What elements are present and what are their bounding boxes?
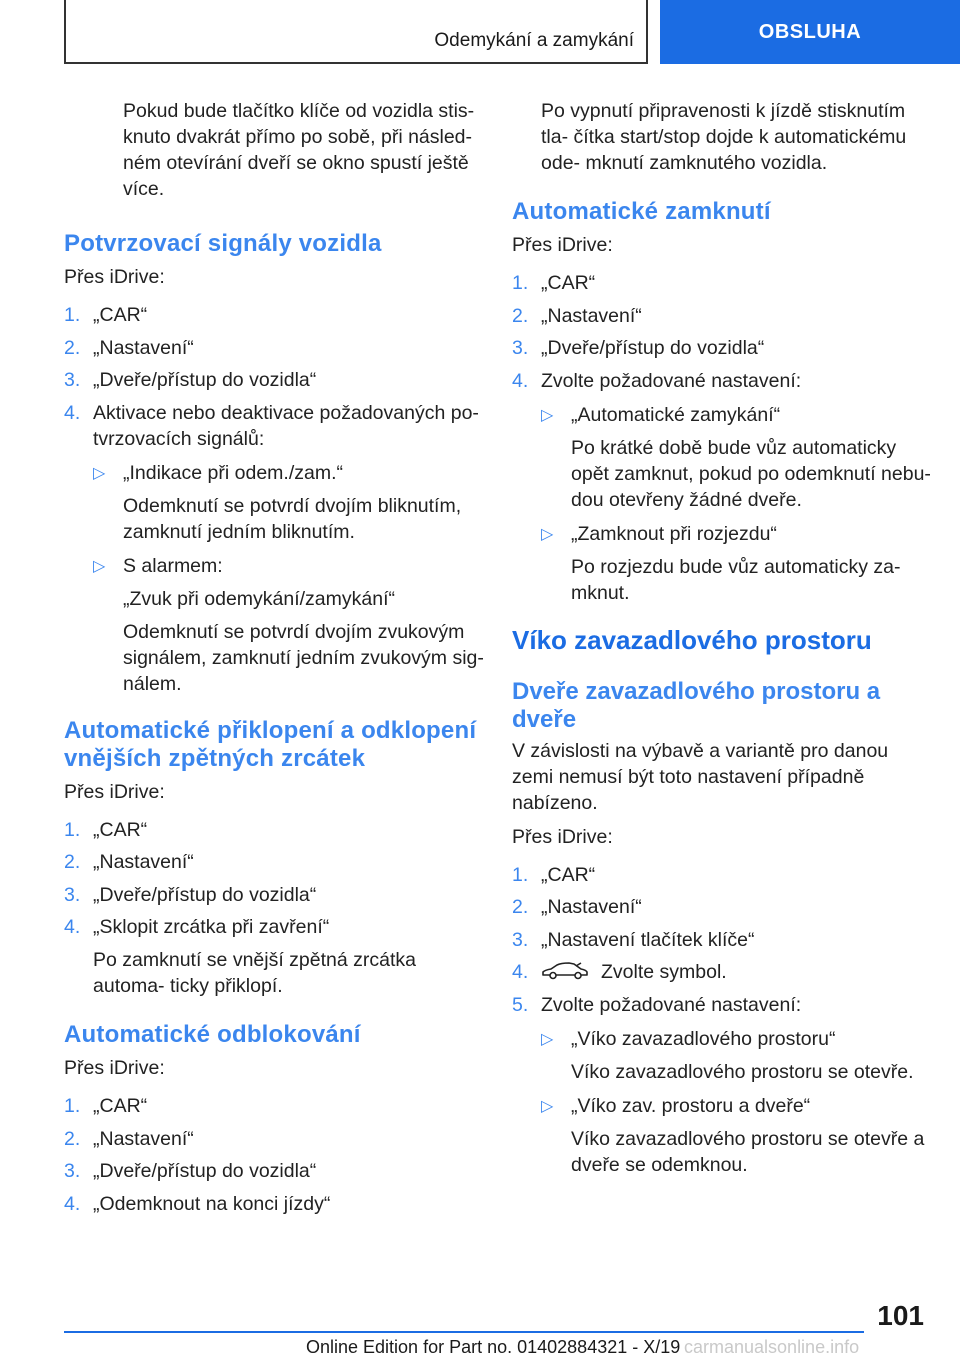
step-number: 5. [512,993,529,1016]
subsection-title-trunk-doors: Dveře zavazadlového prostoru a dveře [512,677,881,733]
step-number: 3. [64,883,81,906]
section-lead: Přes iDrive: [64,780,165,803]
step-text: „Nastavení“ [93,1127,194,1150]
step-item [64,400,484,697]
intro-paragraph: Pokud bude tlačítko klíče od vozidla stis- knuto dvakrát přímo po sobě, při násled- ném otevírání dveří se okno spustí ještě více. [123,100,475,200]
step-number: 3. [512,337,529,359]
section-lead: Přes iDrive: [512,825,613,848]
step-item [64,1126,484,1152]
step-text: „Dveře/přístup do vozidla“ [93,883,317,906]
option-list [541,402,932,606]
option-description: Odemknutí se potvrdí dvojím bliknutím, zamknutí jedním bliknutím. [123,494,462,543]
step-item [64,817,484,843]
step-number: 4. [512,961,529,983]
step-item [64,849,484,875]
option-label: „Víko zav. prostoru a dveře“ [571,1094,811,1117]
option-label: „Zamknout při rozjezdu“ [571,522,777,545]
option-description: Víko zavazadlového prostoru se otevře a dveře se odemknou. [571,1127,925,1176]
step-list [64,817,484,1000]
step-text: Zvolte požadované nastavení: [541,369,802,392]
watermark: carmanualsonline.info [684,1337,860,1357]
step-text: „Odemknout na konci jízdy“ [93,1192,331,1215]
step-text: „Sklopit zrcátka při zavření“ [93,916,330,938]
edition-label: Online Edition for Part no. 01402884321 - X/19 [306,1337,681,1357]
option-label: „Víko zavazadlového prostoru“ [571,1027,836,1050]
step-text: „CAR“ [93,818,148,841]
step-item [512,303,932,329]
step-item [512,335,932,361]
step-item [64,882,484,908]
step-description: Po zamknutí se vnější zpětná zrcátka automa- ticky přiklopí. [93,949,416,997]
option-item [93,553,484,697]
step-item [512,992,932,1178]
option-item [541,1093,932,1178]
footer-divider [64,1331,864,1333]
triangle-bullet-icon: ▷ [541,406,554,424]
step-list [64,302,484,697]
section-lead: Přes iDrive: [64,266,165,288]
step-item [64,302,484,328]
step-text: Aktivace nebo deaktivace požadovaných po- tvrzovacích signálů: [93,401,479,450]
step-item [512,894,932,920]
step-text: „Nastavení“ [93,851,194,873]
option-item [93,460,484,545]
step-text: „Dveře/přístup do vozidla“ [93,1160,317,1182]
page-number: 101 [877,1300,924,1331]
step-text: „Dveře/přístup do vozidla“ [541,337,765,359]
section-title-auto-lock: Automatické zamknutí [512,198,771,225]
step-number: 3. [512,928,529,951]
step-item [64,1093,484,1119]
step-item [512,862,932,888]
option-item [541,402,932,513]
step-text: „Dveře/přístup do vozidla“ [93,369,317,391]
section-title-unlock: Automatické odblokování [64,1021,361,1048]
step-text: „CAR“ [93,304,148,326]
step-number: 3. [64,1160,81,1182]
option-label: „Indikace při odem./zam.“ [123,461,343,484]
step-text: Zvolte požadované nastavení: [541,993,802,1016]
step-number: 2. [64,336,81,359]
section-title-confirmation-signals: Potvrzovací signály vozidla [64,230,382,257]
step-number: 4. [64,401,81,424]
step-number: 1. [64,1095,81,1117]
subsection-intro: V závislosti na výbavě a variantě pro danou zemi nemusí být toto nastavení případně nabízeno. [512,739,889,814]
step-text: „Nastavení tlačítek klíče“ [541,928,755,951]
option-list [93,460,484,697]
step-text: „CAR“ [541,863,596,886]
left-column [64,98,484,1223]
section-title-trunk-lid: Víko zavazadlového prostoru [512,624,872,655]
step-number: 2. [512,896,529,918]
step-number: 2. [64,851,81,873]
step-number: 1. [512,272,529,294]
section-lead: Přes iDrive: [512,234,613,256]
step-item [512,959,932,985]
step-item [512,368,932,606]
triangle-bullet-icon: ▷ [541,1097,554,1115]
option-description: Odemknutí se potvrdí dvojím zvukovým signálem, zamknutí jedním zvukovým sig- nálem. [123,620,484,695]
step-text: „CAR“ [541,272,596,294]
step-text: „CAR“ [93,1095,148,1117]
step-number: 2. [64,1127,81,1150]
option-sub-label: „Zvuk při odemykání/zamykání“ [123,587,396,610]
step-item [64,1158,484,1184]
option-description: Po krátké době bude vůz automaticky opět zamknut, pokud po odemknutí nebu- dou otevřeny žádné dveře. [571,436,931,511]
step-item [64,1191,484,1217]
step-text: „Nastavení“ [541,896,642,918]
step-number: 2. [512,304,529,327]
header-frame [64,0,648,64]
header-chapter-tab: OBSLUHA [660,0,960,64]
step-text: Zvolte symbol. [601,961,727,983]
step-item [64,914,484,999]
triangle-bullet-icon: ▷ [93,557,106,575]
option-item [541,1026,932,1085]
step-number: 4. [64,1192,81,1215]
section-lead: Přes iDrive: [64,1057,165,1079]
step-item [512,270,932,296]
option-label: „Automatické zamykání“ [571,403,781,426]
step-number: 1. [64,818,81,841]
triangle-bullet-icon: ▷ [541,1030,554,1048]
header-section-title: Odemykání a zamykání [434,30,634,51]
right-column [512,98,932,1186]
step-text: „Nastavení“ [93,336,194,359]
option-description: Po rozjezdu bude vůz automaticky za- mknut. [571,555,901,604]
step-list [64,1093,484,1217]
option-label: S alarmem: [123,554,223,577]
step-item [512,927,932,953]
step-list [512,862,932,1178]
step-number: 3. [64,369,81,391]
step-number: 1. [512,863,529,886]
car-key-icon [541,962,589,980]
footer-edition-text [306,1337,680,1358]
step-number: 1. [64,304,81,326]
step-text: „Nastavení“ [541,304,642,327]
option-description: Víko zavazadlového prostoru se otevře. [571,1060,914,1083]
step-number: 4. [64,916,81,938]
step-number: 4. [512,369,529,392]
step-item [64,367,484,393]
triangle-bullet-icon: ▷ [93,464,106,482]
triangle-bullet-icon: ▷ [541,525,554,543]
option-item [541,521,932,606]
step-item [64,335,484,361]
intro-paragraph: Po vypnutí připravenosti k jízdě stisknutím tla- čítka start/stop dojde k automatickému ode- mknutí zamknutého vozidla. [541,100,907,174]
step-list [512,270,932,606]
section-title-mirrors: Automatické přiklopení a odklopení vnějších zpětných zrcátek [64,716,477,772]
option-list [541,1026,932,1178]
